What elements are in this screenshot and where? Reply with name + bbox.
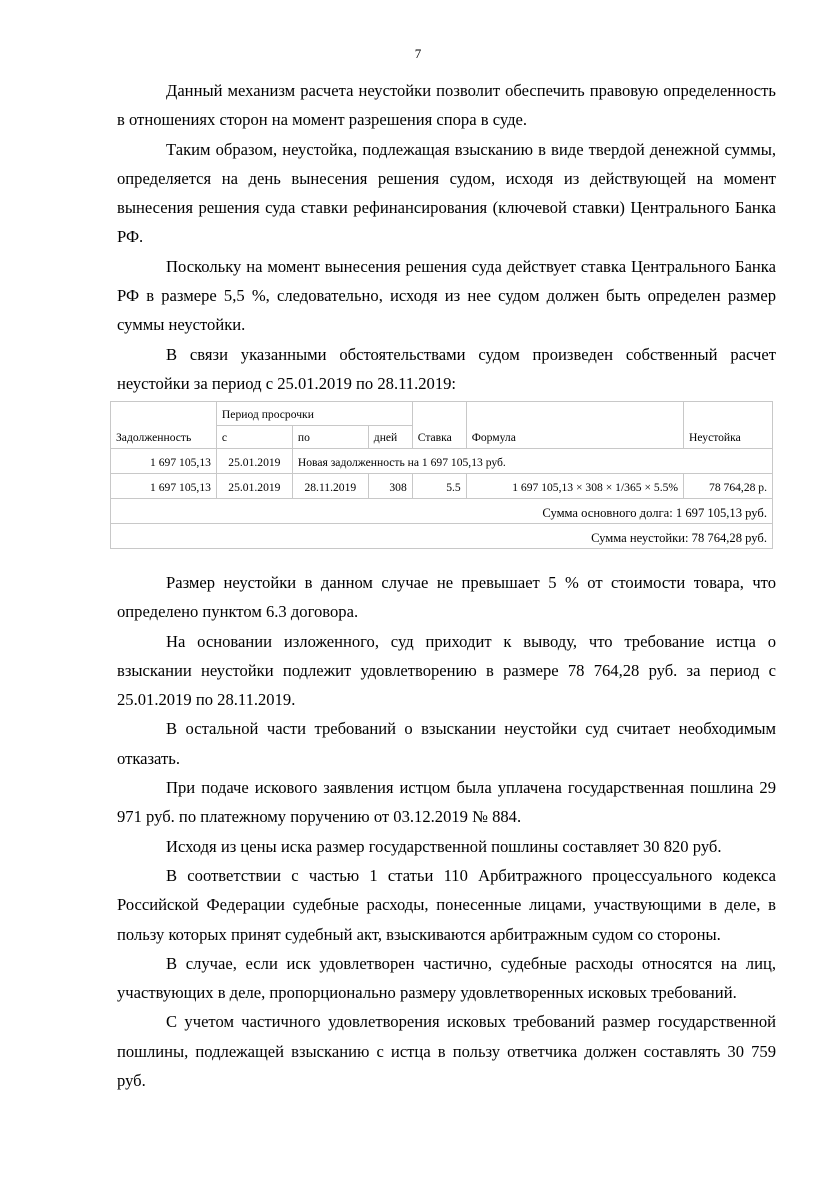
paragraph: Таким образом, неустойка, подлежащая взысканию в виде твердой денежной суммы, определяется на день вынесения решения судом, исходя из действующей на момент вынесения решения суда ставки рефинансирования (ключевой ставки) Центрального Банка РФ.	[117, 139, 776, 247]
paragraph: В случае, если иск удовлетворен частично, судебные расходы относятся на лиц, участвующих в деле, пропорционально размеру удовлетворенных исковых требований.	[117, 953, 776, 1003]
cell-rate: 5.5	[412, 474, 466, 499]
table-total-row	[111, 524, 773, 549]
header-debt: Задолженность	[111, 402, 217, 449]
cell-note: Новая задолженность на 1 697 105,13 руб.	[292, 449, 772, 474]
table-header-row	[111, 402, 773, 426]
paragraph: Данный механизм расчета неустойки позволит обеспечить правовую определенность в отношениях сторон на момент разрешения спора в суде.	[117, 81, 776, 130]
body-text-bottom	[117, 568, 776, 1095]
header-period: Период просрочки	[216, 402, 412, 426]
total-debt: Сумма основного долга: 1 697 105,13 руб.	[111, 499, 773, 524]
page-number: 7	[414, 46, 422, 61]
paragraph: С учетом частичного удовлетворения исковых требований размер государственной пошлины, подлежащей взысканию с истца в пользу ответчика должен составлять 30 759 руб.	[117, 1012, 776, 1091]
paragraph: Размер неустойки в данном случае не превышает 5 % от стоимости товара, что определено пунктом 6.3 договора.	[117, 573, 776, 622]
penalty-calculation-table	[110, 401, 773, 549]
cell-from: 25.01.2019	[216, 474, 292, 499]
header-from: с	[216, 426, 292, 449]
header-formula: Формула	[466, 402, 683, 449]
header-days: дней	[368, 426, 412, 449]
cell-penalty: 78 764,28 р.	[684, 474, 773, 499]
paragraph: Поскольку на момент вынесения решения суда действует ставка Центрального Банка РФ в размере 5,5 %, следовательно, исходя из нее судом должен быть определен размер суммы неустойки.	[117, 256, 776, 335]
header-penalty: Неустойка	[684, 402, 773, 449]
paragraph: На основании изложенного, суд приходит к выводу, что требование истца о взыскании неустойки подлежит удовлетворению в размере 78 764,28 руб. за период с 25.01.2019 по 28.11.2019.	[117, 631, 776, 710]
paragraph: При подаче искового заявления истцом была уплачена государственная пошлина 29 971 руб. по платежному поручению от 03.12.2019 № 884.	[117, 778, 776, 827]
paragraph: В остальной части требований о взыскании неустойки суд считает необходимым отказать.	[117, 719, 776, 768]
paragraph: В соответствии с частью 1 статьи 110 Арбитражного процессуального кодекса Российской Федерации судебные расходы, понесенные лицами, участвующими в деле, в пользу которых принят судебный акт, взыскиваются арбитражным судом со стороны.	[117, 865, 776, 944]
paragraph: Исходя из цены иска размер государственной пошлины составляет 30 820 руб.	[166, 836, 722, 856]
cell-to: 28.11.2019	[292, 474, 368, 499]
cell-days: 308	[368, 474, 412, 499]
table-row	[111, 449, 773, 474]
table-row	[111, 474, 773, 499]
header-to: по	[292, 426, 368, 449]
total-penalty: Сумма неустойки: 78 764,28 руб.	[111, 524, 773, 549]
paragraph: В связи указанными обстоятельствами судом произведен собственный расчет неустойки за период с 25.01.2019 по 28.11.2019:	[117, 344, 776, 393]
cell-from: 25.01.2019	[216, 449, 292, 474]
header-rate: Ставка	[412, 402, 466, 449]
table-total-row	[111, 499, 773, 524]
cell-debt: 1 697 105,13	[111, 449, 217, 474]
body-text-top	[117, 76, 776, 398]
cell-formula: 1 697 105,13 × 308 × 1/365 × 5.5%	[466, 474, 683, 499]
cell-debt: 1 697 105,13	[111, 474, 217, 499]
